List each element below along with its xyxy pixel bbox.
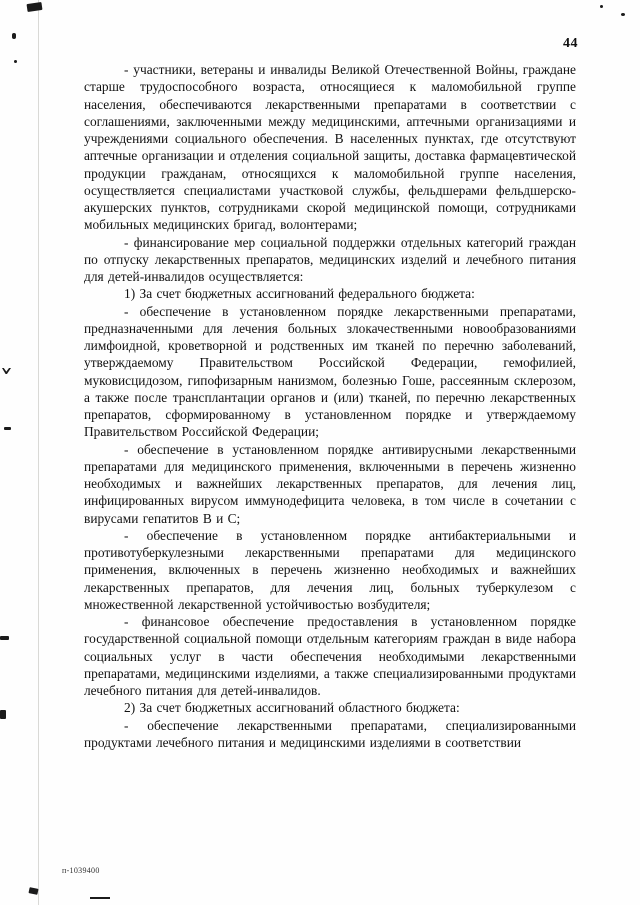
paragraph: - обеспечение в установленном порядке лекарственными препаратами, предназначенными для лечения больных злокачественными новообразованиями лимфоидной, кроветворной и родственных им тканей по перечню заболеваний, утверждаемому Правительством Российской Федерации, гемофилией, муковисцидозом, гипофизарным нанизмом, болезнью Гоше, рассеянным склерозом, а также после трансплантации органов и (или) тканей, по перечню лекарственных препаратов, сформированному в установленном порядке и утверждаемому Правительством Российской Федерации;	[84, 303, 576, 440]
scan-artifact	[4, 427, 11, 430]
scan-artifact	[0, 636, 9, 640]
scan-artifact	[2, 368, 11, 374]
scan-artifact	[600, 5, 603, 8]
scan-artifact	[90, 897, 110, 899]
paragraph: - участники, ветераны и инвалиды Великой Отечественной Войны, граждане старше трудоспособного возраста, относящиеся к маломобильной группе населения, обеспечиваются лекарственными препаратами в соответствии с соглашениями, заключенными между медицинскими, аптечными организациями и учреждениями социального обеспечения. В населенных пунктах, где отсутствуют аптечные организации и отделения социальной защиты, доставка фармацевтической продукции гражданам, относящихся к маломобильной группе населения, осуществляется специалистами участковой службы, фельдшерами фельдшерско-акушерских пунктов, сотрудниками скорой медицинской помощи, сотрудниками мобильных медицинских бригад, волонтерами;	[84, 62, 576, 233]
footer-code: п-1039400	[62, 866, 100, 875]
scan-artifact	[14, 60, 17, 63]
paragraph: 2) За счет бюджетных ассигнований областного бюджета:	[124, 700, 460, 716]
paragraph: - обеспечение в установленном порядке антибактериальными и противотуберкулезными лекарственными препаратами для медицинского применения, включенных в перечень жизненно необходимых и важнейших лекарственных препаратов, для лечения лиц, больных туберкулезом с множественной лекарственной устойчивостью возбудителя;	[84, 527, 576, 612]
page-number: 44	[563, 36, 578, 51]
scan-artifact	[27, 2, 43, 12]
paragraph: - финансирование мер социальной поддержки отдельных категорий граждан по отпуску лекарственных препаратов, медицинских изделий и лечебного питания для детей-инвалидов осуществляется:	[84, 234, 576, 284]
paragraph: - обеспечение в установленном порядке антивирусными лекарственными препаратами для медицинского применения, включенными в перечень жизненно необходимых и важнейших лекарственных препаратов, для лечения лиц, инфицированных вирусом иммунодефицита человека, в том числе в сочетании с вирусами гепатитов В и С;	[84, 441, 576, 526]
paragraph: - обеспечение лекарственными препаратами, специализированными продуктами лечебного питания и медицинскими изделиями в соответствии	[84, 717, 576, 750]
document-body	[84, 61, 576, 751]
scan-artifact	[28, 887, 38, 895]
paragraph: - финансовое обеспечение предоставления в установленном порядке государственной социальной помощи отдельным категориям граждан в виде набора социальных услуг в части обеспечения необходимыми лекарственными препаратами, медицинскими изделиями, а также специализированными продуктами лечебного питания для детей-инвалидов.	[84, 614, 576, 698]
paragraph: 1) За счет бюджетных ассигнований федерального бюджета:	[124, 286, 475, 302]
scan-artifact	[621, 13, 625, 16]
scan-artifact	[0, 710, 6, 719]
scan-artifact	[12, 33, 16, 39]
page-edge-line	[38, 0, 39, 905]
